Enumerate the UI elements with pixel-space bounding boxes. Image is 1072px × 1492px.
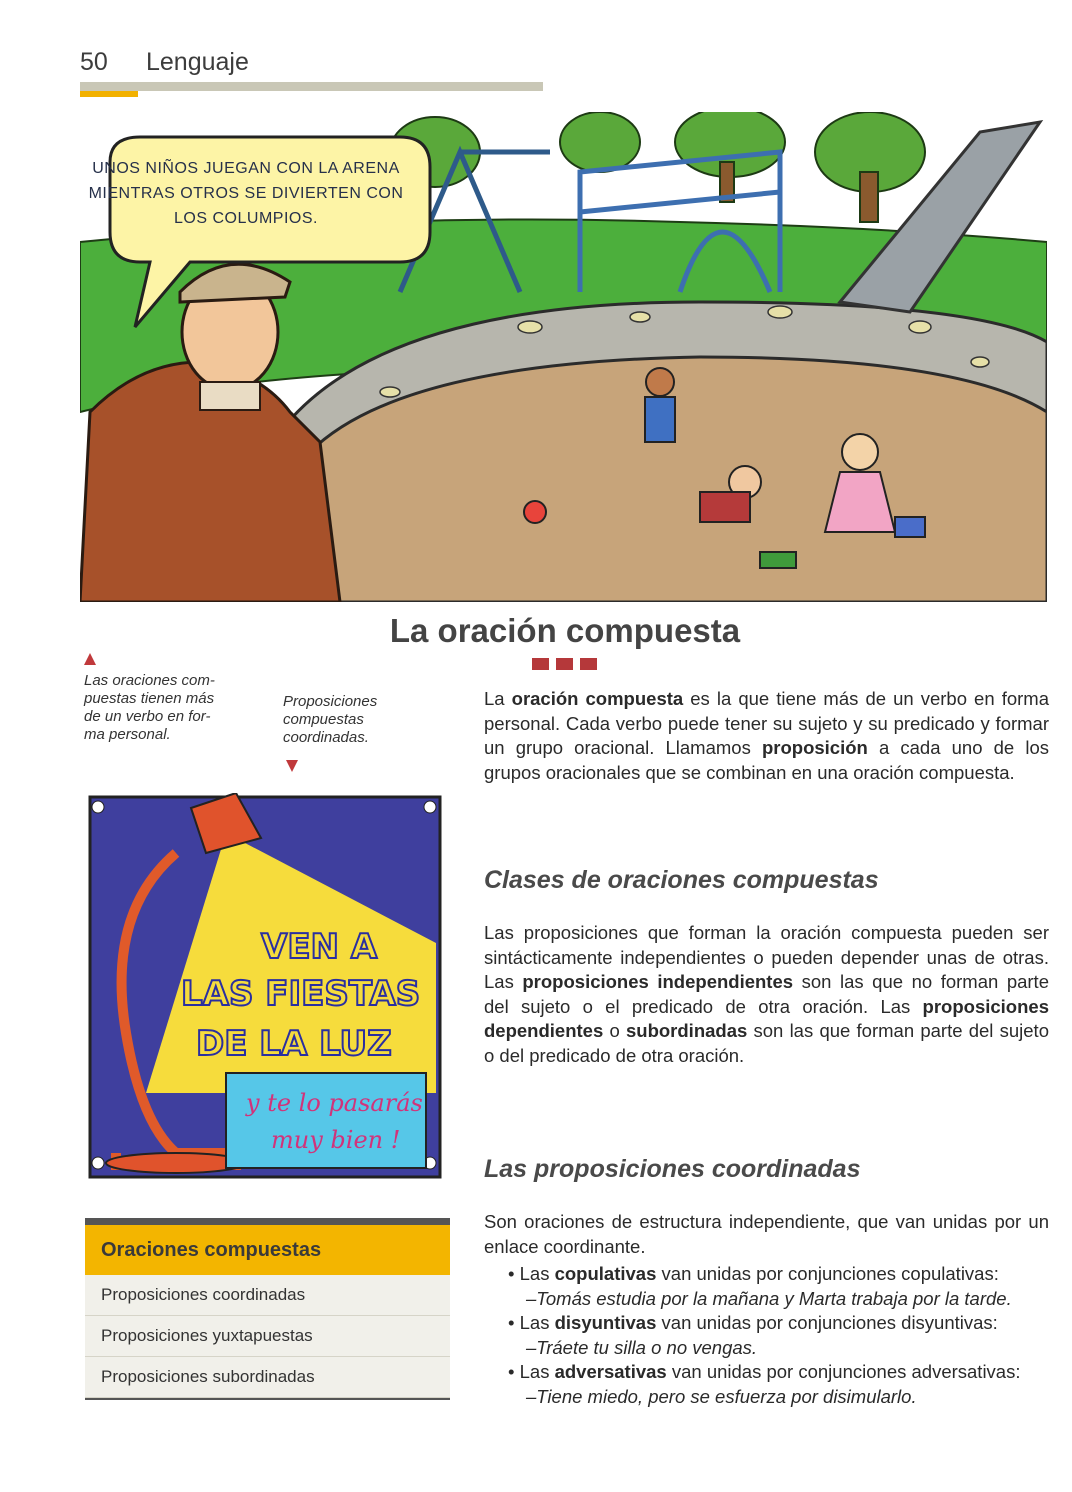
intro-paragraph: La oración compuesta es la que tiene más de un verbo en forma personal. Cada verbo puede tener su sujeto y su predicado y formar un grupo oracional. Llamamos proposición a cada uno de los grupos oracionales que se combinan en una oración compuesta. bbox=[484, 688, 1049, 783]
up-arrow-icon bbox=[84, 653, 96, 665]
title-decoration bbox=[532, 658, 602, 670]
table-row: Proposiciones subordinadas bbox=[85, 1357, 450, 1398]
poster-line-1: VEN A bbox=[261, 927, 378, 967]
section-heading-clases: Clases de oraciones compuestas bbox=[484, 866, 879, 894]
list-item: • Las copulativas van unidas por conjunciones copulativas: –Tomás estudia por la mañana y Marta trabaja por la tarde. bbox=[508, 1262, 1053, 1311]
poster-line-5: muy bien ! bbox=[271, 1126, 401, 1154]
section-name: Lenguaje bbox=[146, 48, 249, 76]
list-item: • Las adversativas van unidas por conjunciones adversativas: –Tiene miedo, pero se esfuerza por disimularlo. bbox=[508, 1360, 1053, 1409]
example-sentence: –Tiene miedo, pero se esfuerza por disimularlo. bbox=[526, 1385, 917, 1407]
festival-poster-illustration bbox=[86, 793, 446, 1183]
summary-table-heading: Oraciones compuestas bbox=[85, 1225, 450, 1275]
list-item: • Las disyuntivas van unidas por conjunciones disyuntivas: –Tráete tu silla o no vengas. bbox=[508, 1311, 1053, 1360]
page-title: La oración compuesta bbox=[389, 612, 741, 649]
down-arrow-icon bbox=[286, 760, 298, 772]
coordinadas-paragraph: Son oraciones de estructura independiente, que van unidas por un enlace coordinante. bbox=[484, 1211, 1049, 1257]
example-sentence: –Tomás estudia por la mañana y Marta trabaja por la tarde. bbox=[526, 1287, 1012, 1309]
summary-table bbox=[85, 1218, 450, 1400]
table-row: Proposiciones coordinadas bbox=[85, 1275, 450, 1316]
coordinadas-bullet-list bbox=[508, 1262, 1053, 1409]
margin-note-2: Proposiciones compuestas coordinadas. bbox=[283, 693, 378, 746]
poster-line-2: LAS FIESTAS bbox=[181, 974, 421, 1014]
margin-note-1: Las oraciones com- puestas tienen más de un verbo en for- ma personal. bbox=[84, 672, 215, 743]
section-heading-coordinadas: Las proposiciones coordinadas bbox=[484, 1155, 861, 1183]
table-row: Proposiciones yuxtapuestas bbox=[85, 1316, 450, 1357]
header-rule-accent bbox=[80, 91, 138, 97]
header-rule bbox=[80, 82, 543, 91]
poster-line-4: y te lo pasarás bbox=[246, 1089, 423, 1117]
speech-bubble-text: UNOS NIÑOS JUEGAN CON LA ARENA MIENTRAS OTROS SE DIVIERTEN CON LOS COLUMPIOS. bbox=[88, 160, 404, 227]
clases-paragraph: Las proposiciones que forman la oración compuesta pueden ser sintácticamente independientes o pueden depender unas de otras. Las proposiciones independientes son las que no forman parte del sujeto o el predicado de otra oración. Las proposiciones dependientes o subordinadas son las que forman parte del sujeto o del predicado de otra oración. bbox=[484, 922, 1049, 1066]
poster-line-3: DE LA LUZ bbox=[196, 1024, 392, 1064]
page-number: 50 bbox=[80, 48, 108, 76]
example-sentence: –Tráete tu silla o no vengas. bbox=[526, 1336, 758, 1358]
